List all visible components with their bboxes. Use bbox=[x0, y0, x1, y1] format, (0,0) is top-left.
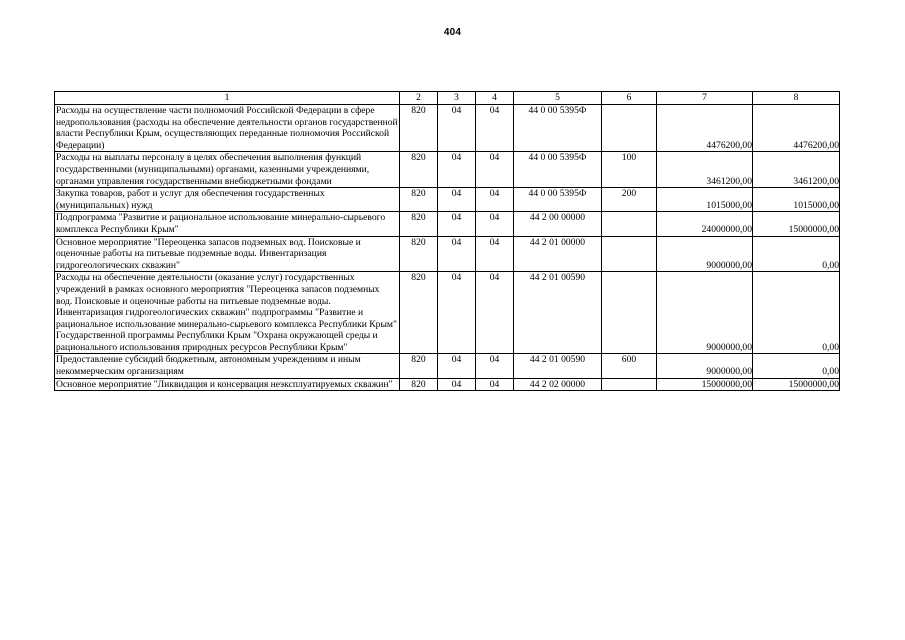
row-csr: 44 2 01 00000 bbox=[514, 236, 602, 272]
row-amount-1: 1015000,00 bbox=[657, 188, 753, 212]
budget-table bbox=[54, 91, 840, 391]
row-pr: 04 bbox=[476, 354, 514, 378]
row-grbs: 820 bbox=[400, 354, 438, 378]
table-row bbox=[55, 105, 840, 152]
column-header: 3 bbox=[438, 92, 476, 105]
row-grbs: 820 bbox=[400, 188, 438, 212]
row-pr: 04 bbox=[476, 378, 514, 391]
column-header: 2 bbox=[400, 92, 438, 105]
row-name: Расходы на осуществление части полномочий Российской Федерации в сфере недропользования (расходы на обеспечение деятельности органов государственной власти Республики Крым, осуществляющих переданные полномочия Российской Федерации) bbox=[56, 105, 398, 151]
column-header: 5 bbox=[514, 92, 602, 105]
row-rz: 04 bbox=[438, 105, 476, 152]
row-csr: 44 0 00 5395Ф bbox=[514, 188, 602, 212]
column-header: 4 bbox=[476, 92, 514, 105]
row-pr: 04 bbox=[476, 272, 514, 354]
table-row bbox=[55, 188, 840, 212]
column-header: 1 bbox=[55, 92, 400, 105]
row-pr: 04 bbox=[476, 152, 514, 188]
row-rz: 04 bbox=[438, 212, 476, 236]
row-amount-2: 1015000,00 bbox=[753, 188, 840, 212]
row-amount-1: 24000000,00 bbox=[657, 212, 753, 236]
row-vr bbox=[602, 378, 657, 391]
row-pr: 04 bbox=[476, 212, 514, 236]
row-amount-1: 3461200,00 bbox=[657, 152, 753, 188]
row-name: Расходы на выплаты персоналу в целях обеспечения выполнения функций государственными (муниципальными) органами, казенными учреждениями, органами управления государственными внебюджетными фондами bbox=[55, 152, 400, 188]
row-pr: 04 bbox=[476, 105, 514, 152]
row-amount-2: 0,00 bbox=[753, 236, 840, 272]
row-rz: 04 bbox=[438, 236, 476, 272]
row-amount-2: 3461200,00 bbox=[753, 152, 840, 188]
row-amount-2: 4476200,00 bbox=[753, 105, 840, 152]
header-row bbox=[55, 92, 840, 105]
row-vr: 600 bbox=[602, 354, 657, 378]
table-row bbox=[55, 272, 840, 354]
row-name: Основное мероприятие "Ликвидация и консервация неэксплуатируемых скважин" bbox=[55, 378, 400, 391]
row-name: Предоставление субсидий бюджетным, автономным учреждениям и иным некоммерческим организациям bbox=[55, 354, 400, 378]
row-amount-1: 4476200,00 bbox=[657, 105, 753, 152]
row-vr: 200 bbox=[602, 188, 657, 212]
row-name: Закупка товаров, работ и услуг для обеспечения государственных (муниципальных) нужд bbox=[55, 188, 400, 212]
row-name: Основное мероприятие "Переоценка запасов подземных вод. Поисковые и оценочные работы на питьевые подземные воды. Инвентаризация гидрогеологических скважин" bbox=[55, 236, 400, 272]
row-csr: 44 2 00 00000 bbox=[514, 212, 602, 236]
row-pr: 04 bbox=[476, 188, 514, 212]
row-vr bbox=[602, 272, 657, 354]
row-grbs: 820 bbox=[400, 105, 438, 152]
row-vr bbox=[602, 105, 657, 152]
table-row bbox=[55, 152, 840, 188]
row-pr: 04 bbox=[476, 236, 514, 272]
row-vr bbox=[602, 236, 657, 272]
row-csr: 44 2 02 00000 bbox=[514, 378, 602, 391]
row-amount-1: 9000000,00 bbox=[657, 354, 753, 378]
table-row bbox=[55, 354, 840, 378]
column-header: 8 bbox=[753, 92, 840, 105]
row-csr: 44 0 00 5395Ф bbox=[514, 152, 602, 188]
row-name: Расходы на обеспечение деятельности (оказание услуг) государственных учреждений в рамках основного мероприятия "Переоценка запасов подземных вод. Поисковые и оценочные работы на питьевые подземные воды. Инвентаризация гидрогеологических скважин" подпрограммы "Развитие и рациональное использование минерально-сырьевого комплекса Республики Крым" Государственной программы Республики Крым "Охрана окружающей среды и рационального использования природных ресурсов Республики Крым" bbox=[55, 272, 400, 354]
row-rz: 04 bbox=[438, 188, 476, 212]
row-grbs: 820 bbox=[400, 272, 438, 354]
row-rz: 04 bbox=[438, 378, 476, 391]
row-name: Подпрограмма "Развитие и рациональное использование минерально-сырьевого комплекса Республики Крым" bbox=[55, 212, 400, 236]
page-number: 404 bbox=[443, 27, 462, 38]
row-amount-1: 9000000,00 bbox=[657, 236, 753, 272]
column-header: 7 bbox=[657, 92, 753, 105]
column-header: 6 bbox=[602, 92, 657, 105]
row-amount-2: 0,00 bbox=[753, 354, 840, 378]
row-vr: 100 bbox=[602, 152, 657, 188]
table-row bbox=[55, 212, 840, 236]
row-vr bbox=[602, 212, 657, 236]
row-amount-2: 15000000,00 bbox=[753, 212, 840, 236]
row-csr: 44 2 01 00590 bbox=[514, 272, 602, 354]
row-csr: 44 2 01 00590 bbox=[514, 354, 602, 378]
row-amount-2: 0,00 bbox=[753, 272, 840, 354]
row-amount-1: 15000000,00 bbox=[657, 378, 753, 391]
row-rz: 04 bbox=[438, 354, 476, 378]
row-csr: 44 0 00 5395Ф bbox=[514, 105, 602, 152]
row-grbs: 820 bbox=[400, 378, 438, 391]
table-row bbox=[55, 378, 840, 391]
table-row bbox=[55, 236, 840, 272]
row-rz: 04 bbox=[438, 272, 476, 354]
row-grbs: 820 bbox=[400, 236, 438, 272]
row-rz: 04 bbox=[438, 152, 476, 188]
row-grbs: 820 bbox=[400, 152, 438, 188]
row-grbs: 820 bbox=[400, 212, 438, 236]
row-amount-1: 9000000,00 bbox=[657, 272, 753, 354]
row-amount-2: 15000000,00 bbox=[753, 378, 840, 391]
